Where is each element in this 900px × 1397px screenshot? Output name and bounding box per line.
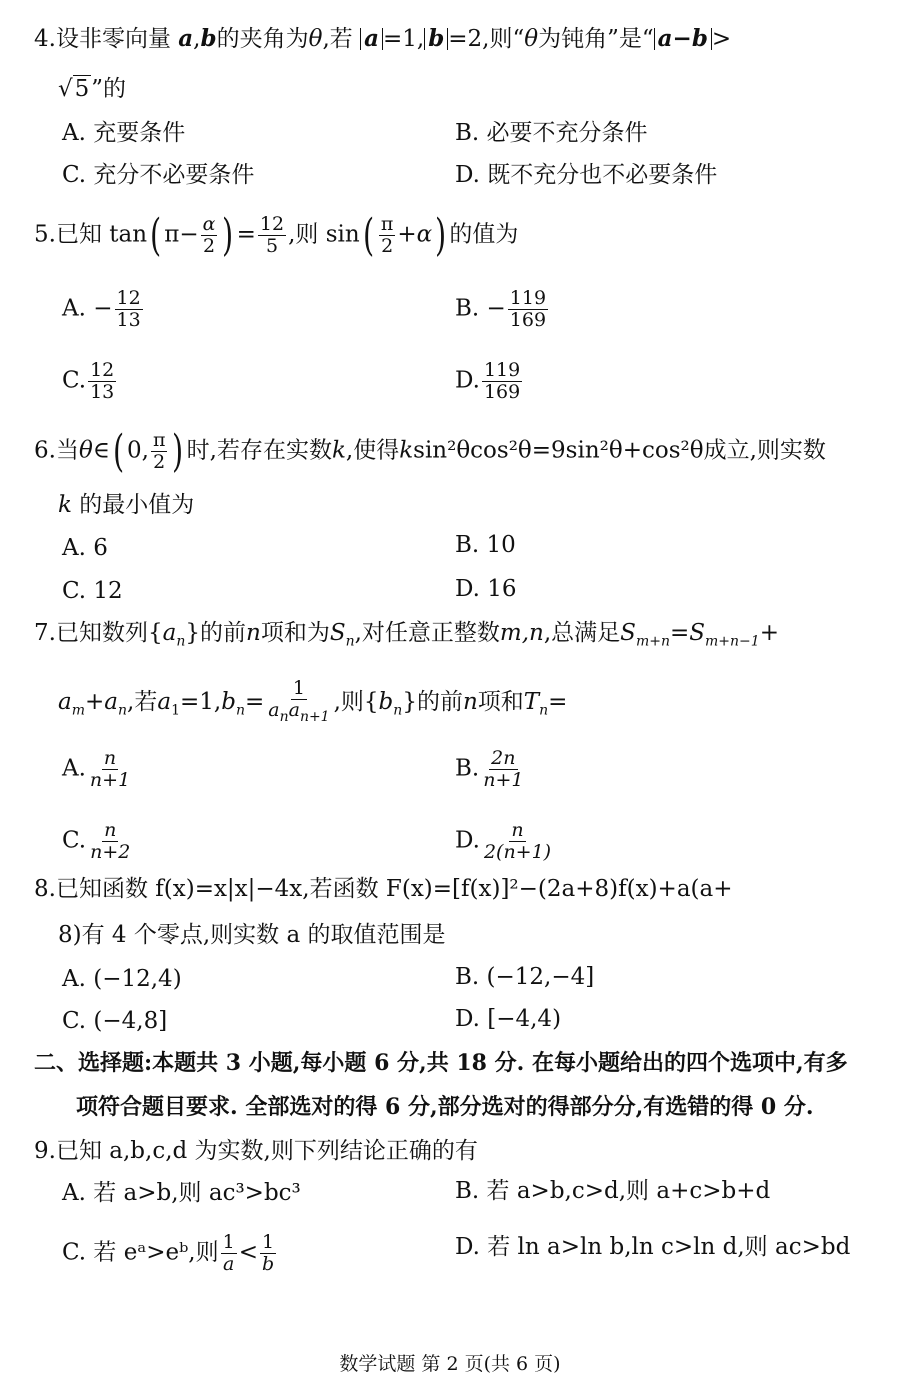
q6-text: 0, — [127, 437, 149, 464]
section-heading-line2: 项符合题目要求. 全部选对的得 6 分,部分选对的得部分分,有选错的得 0 分. — [76, 1094, 814, 1120]
q5-text: +α — [397, 221, 433, 248]
option-label: A. − — [62, 295, 113, 322]
q7-stem-line1 — [34, 618, 779, 657]
q9-option-b: B. 若 a>b,c>d,则 a+c>b+d — [455, 1178, 771, 1204]
q7-text: }的前 — [185, 620, 246, 646]
frac-den: 2 — [202, 235, 216, 257]
var-b: b — [221, 688, 236, 715]
frac-den: n+2 — [90, 841, 131, 863]
q6-stem-line2 — [58, 490, 194, 520]
page-footer: 数学试题 第 2 页(共 6 页) — [339, 1353, 561, 1375]
var-a: a — [104, 688, 118, 715]
subscript: n — [118, 702, 128, 719]
q7-eq: = — [669, 620, 690, 646]
option-label: B. − — [455, 295, 506, 322]
frac-num: 1 — [222, 1231, 235, 1253]
frac-den: 2(n+1) — [483, 841, 552, 863]
option-fraction — [508, 288, 548, 331]
q7-option-d — [455, 820, 555, 863]
subscript: n — [176, 633, 186, 650]
fraction-1-over-a — [221, 1232, 237, 1275]
q4-text: =1, — [382, 26, 425, 52]
var-k: k — [331, 437, 346, 464]
q6-text: ∈ — [92, 437, 110, 464]
var-k: k — [399, 437, 414, 464]
q4-option-a: A. 充要条件 — [62, 120, 186, 146]
q8-option-c: C. (−4,8] — [62, 1008, 168, 1034]
frac-den: n+1 — [483, 769, 524, 791]
subscript: n — [539, 702, 549, 719]
subscript: n — [235, 702, 245, 719]
q4-text: 设非零向量 — [55, 26, 171, 52]
q6-number: 6. — [34, 437, 56, 464]
frac-num: 2n — [491, 747, 516, 769]
q4-gt: > — [711, 26, 732, 52]
q7-stem-line2 — [58, 678, 567, 728]
q6-text: 的最小值为 — [79, 492, 195, 518]
option-text: < — [238, 1239, 258, 1266]
q7-text: = — [548, 688, 568, 715]
abs-a-minus-b: a−b — [654, 28, 712, 50]
q7-text: ,总满足 — [543, 620, 621, 646]
theta-symbol: θ — [78, 437, 93, 464]
frac-num: 12 — [90, 359, 115, 381]
q7-text: ,若 — [127, 688, 158, 715]
q5-stem — [34, 209, 519, 261]
subscript: n — [345, 633, 355, 650]
q4-option-b: B. 必要不充分条件 — [455, 120, 648, 146]
var-s: S — [329, 620, 346, 646]
vector-b: b — [200, 25, 217, 52]
frac-num: 1 — [292, 677, 305, 699]
q5-text: π− — [164, 221, 199, 248]
q7-text: =1, — [179, 688, 222, 715]
frac-num: π — [380, 213, 394, 235]
frac-den: b — [261, 1253, 275, 1275]
var-k: k — [58, 492, 72, 518]
q5-text: 的值为 — [449, 221, 519, 248]
abs-b: b — [424, 28, 448, 50]
option-label: C. — [62, 367, 87, 394]
option-fraction — [482, 820, 553, 863]
q6-option-b: B. 10 — [455, 532, 516, 558]
q9-option-c — [62, 1232, 278, 1275]
q4-stem-line2 — [58, 74, 126, 104]
subscript: n — [393, 702, 403, 719]
q8-number: 8. — [34, 876, 56, 902]
frac-num: 12 — [259, 213, 285, 235]
vector-a: a — [178, 25, 194, 52]
q6-text: ,使得 — [345, 437, 400, 464]
frac-den — [266, 700, 331, 728]
frac-den: 5 — [265, 235, 279, 257]
q5-text: ,则 sin — [288, 221, 360, 248]
q6-expression: sin²θcos²θ=9sin²θ+cos²θ — [413, 437, 704, 464]
frac-den: 2 — [153, 451, 166, 473]
frac-num: n — [511, 819, 524, 841]
q7-option-b — [455, 748, 527, 791]
q4-text: 的夹角为 — [216, 26, 309, 52]
paren-right: ) — [172, 425, 184, 477]
q5-option-c — [62, 360, 118, 403]
frac-num: n — [104, 819, 117, 841]
q4-text: 为钝角”是“ — [538, 26, 654, 52]
q4-option-d: D. 既不充分也不必要条件 — [455, 162, 718, 188]
q7-text: }的前 — [402, 688, 463, 715]
option-fraction — [88, 360, 116, 403]
frac-num: 12 — [116, 287, 141, 309]
q4-text: =2,则“ — [448, 26, 525, 52]
q7-text: = — [244, 688, 265, 715]
var-a: a — [162, 620, 177, 646]
q4-text: ,若 — [322, 26, 353, 52]
var-a: a — [157, 688, 172, 715]
subscript: m+n — [635, 633, 670, 650]
frac-den: 13 — [116, 309, 141, 331]
q7-text: 项和 — [477, 688, 524, 715]
q6-text: 成立,则实数 — [703, 437, 826, 464]
q8-text: 已知函数 f(x)=x|x|−4x,若函数 F(x)=[f(x)]²−(2a+8)f(x)+a(a+ — [55, 876, 733, 902]
theta-symbol: θ — [524, 26, 539, 52]
frac-den: n+1 — [89, 769, 131, 791]
paren-left: ( — [362, 209, 374, 261]
q4-comma: , — [193, 26, 201, 52]
q7-text: ,对任意正整数 — [354, 620, 500, 646]
q8-stem-line2: 8)有 4 个零点,则实数 a 的取值范围是 — [58, 922, 446, 948]
q6-stem-line1 — [34, 425, 826, 477]
frac-den: 2 — [381, 235, 394, 257]
paren-left: ( — [112, 425, 125, 477]
subscript: m+n−1 — [705, 633, 760, 650]
frac-den-a: a — [268, 699, 280, 721]
var-a: a — [58, 688, 72, 715]
option-label: D. — [455, 367, 480, 394]
q8-option-a: A. (−12,4) — [62, 966, 182, 992]
fraction-pi-over-2 — [379, 214, 396, 257]
var-mn: m,n — [499, 620, 544, 646]
q8-option-b: B. (−12,−4] — [455, 964, 595, 990]
q4-text: ”的 — [91, 76, 127, 102]
option-label: A. — [62, 755, 86, 782]
q6-text: 当 — [55, 437, 79, 464]
q6-option-a: A. 6 — [62, 535, 108, 561]
q6-text: 时,若存在实数 — [186, 437, 332, 464]
q9-number: 9. — [34, 1138, 56, 1164]
frac-den: 169 — [483, 381, 521, 403]
option-fraction — [482, 360, 522, 403]
var-t: T — [523, 688, 540, 715]
frac-den-a: a — [288, 699, 300, 721]
q7-text: + — [85, 688, 105, 715]
q6-option-d: D. 16 — [455, 576, 517, 602]
q5-option-d — [455, 360, 524, 403]
option-fraction — [88, 748, 132, 791]
option-label: D. — [455, 827, 480, 854]
q7-text: 已知数列{ — [55, 620, 163, 646]
option-fraction — [115, 288, 143, 331]
option-fraction — [481, 748, 525, 791]
fraction-alpha-over-2 — [201, 214, 218, 257]
var-s: S — [689, 620, 706, 646]
q9-option-a: A. 若 a>b,则 ac³>bc³ — [62, 1180, 301, 1206]
q8-option-d: D. [−4,4) — [455, 1006, 562, 1032]
q7-number: 7. — [34, 620, 56, 646]
q9-option-d: D. 若 ln a>ln b,ln c>ln d,则 ac>bd — [455, 1234, 851, 1260]
subscript: n — [279, 708, 289, 725]
q4-number: 4. — [34, 26, 56, 52]
theta-symbol: θ — [308, 26, 323, 52]
frac-num: π — [152, 429, 166, 451]
q4-stem-line1 — [34, 24, 731, 54]
subscript: n+1 — [299, 708, 330, 725]
fraction-1-over-b — [260, 1232, 276, 1275]
frac-den: a — [222, 1253, 235, 1275]
option-label: C. — [62, 827, 87, 854]
q5-option-b — [455, 288, 550, 331]
q5-number: 5. — [34, 221, 56, 248]
frac-num: 119 — [509, 287, 547, 309]
subscript: 1 — [171, 702, 180, 719]
q4-option-c: C. 充分不必要条件 — [62, 162, 255, 188]
fraction-12-over-5 — [258, 214, 286, 257]
q7-option-a — [62, 748, 134, 791]
sqrt-radicand: 5 — [74, 76, 90, 102]
q5-text: 已知 tan — [55, 221, 148, 248]
q5-option-a — [62, 288, 145, 331]
var-n: n — [462, 688, 478, 715]
subscript: m — [71, 702, 85, 719]
var-n: n — [245, 620, 261, 646]
paren-right: ) — [435, 209, 447, 261]
frac-num: α — [202, 213, 216, 235]
q7-plus: + — [759, 620, 779, 646]
q8-stem-line1 — [34, 874, 733, 904]
frac-num: 1 — [262, 1231, 275, 1253]
option-text: C. 若 eᵃ>eᵇ,则 — [62, 1239, 219, 1266]
section-heading-line1: 二、选择题:本题共 3 小题,每小题 6 分,共 18 分. 在每小题给出的四个选项中,有多 — [34, 1050, 848, 1076]
option-fraction — [88, 820, 132, 863]
paren-left: ( — [150, 209, 162, 261]
var-s: S — [620, 620, 636, 646]
q9-text: 已知 a,b,c,d 为实数,则下列结论正确的有 — [55, 1138, 478, 1164]
fraction-pi-over-2 — [151, 430, 168, 473]
sqrt-5: √5 — [58, 76, 90, 102]
frac-den: 169 — [509, 309, 547, 331]
option-label: B. — [455, 755, 480, 782]
var-b: b — [378, 688, 394, 715]
q5-eq: = — [236, 221, 256, 248]
q9-stem — [34, 1136, 478, 1166]
fraction-1-over-anan1 — [266, 678, 331, 728]
frac-den: 13 — [90, 381, 115, 403]
abs-a: a — [360, 28, 383, 50]
q7-text: ,则{ — [333, 688, 379, 715]
q7-text: 项和为 — [260, 620, 330, 646]
paren-right: ) — [222, 209, 234, 261]
frac-num: 119 — [483, 359, 521, 381]
q7-option-c — [62, 820, 134, 863]
frac-num: n — [103, 747, 117, 769]
q6-option-c: C. 12 — [62, 578, 123, 604]
